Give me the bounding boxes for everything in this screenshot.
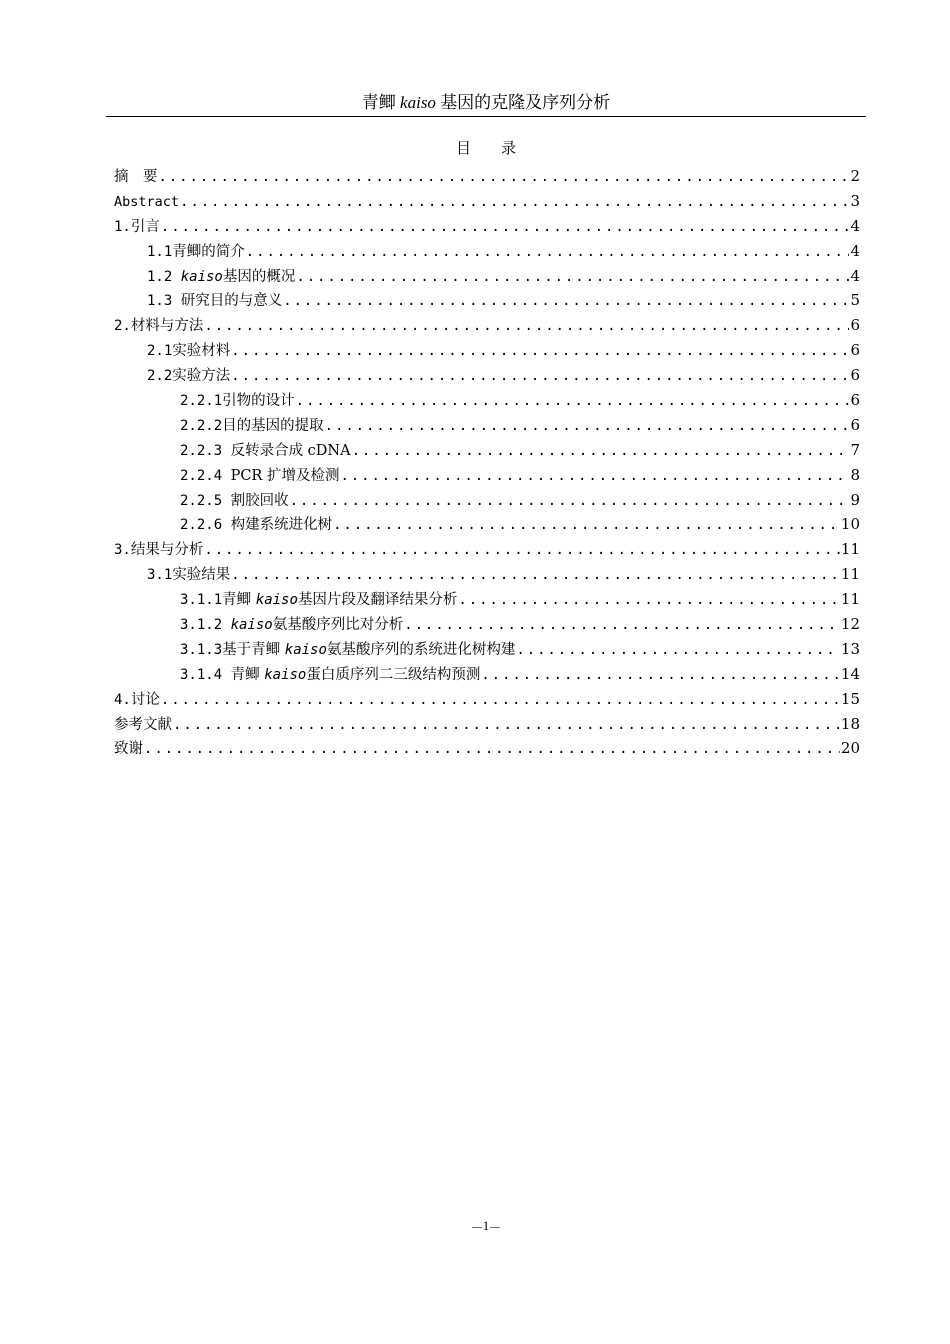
toc-dot-leader [296,389,850,413]
toc-entry-text-suffix: 基因片段及翻译结果分析 [297,592,458,609]
toc-entry-number: 2.2 [147,368,173,385]
toc-entry[interactable] [114,562,860,587]
toc-dot-leader [204,314,849,338]
toc-entry-number: 1.1 [147,243,173,260]
toc-entry-text-suffix: 氨基酸序列比对分析 [272,617,404,634]
toc-dot-leader [231,339,849,363]
toc-entry-label [114,165,158,189]
toc-entry[interactable] [114,637,860,662]
toc-entry-label [114,314,203,338]
toc-dot-leader [231,364,849,388]
toc-entry-number: 2.2.4 [180,467,231,484]
header-title-gene: kaiso [400,93,436,112]
toc-entry[interactable] [114,338,860,363]
toc-entry-number: 1.2 [147,268,181,285]
toc-entry-page-number: 11 [840,540,860,559]
toc-entry[interactable] [114,288,860,313]
toc-entry-gene-name: kaiso [255,592,298,609]
toc-entry-text: 反转录合成 cDNA [230,442,351,459]
toc-entry[interactable] [114,413,860,438]
toc-entry-page-number: 9 [850,490,860,509]
toc-dot-leader [404,613,840,637]
toc-entry[interactable] [114,662,860,687]
toc-entry[interactable] [114,736,860,761]
toc-entry-page-number: 6 [850,415,860,434]
toc-entry[interactable] [114,712,860,737]
toc-entry-text: 青鲫的简介 [172,243,245,260]
toc-entry[interactable] [114,438,860,463]
toc-entry-label [180,638,515,662]
toc-entry-number: 2.2.5 [180,492,231,509]
toc-entry-label [147,265,295,289]
toc-dot-leader [159,165,850,189]
toc-entry-text: 摘 要 [114,169,158,185]
toc-entry-text: 青鲫 [222,592,256,609]
toc-entry-number: 2.2.6 [180,517,231,534]
toc-dot-leader [161,215,850,239]
toc-entry-page-number: 11 [840,590,860,609]
toc-dot-leader [180,190,849,214]
toc-entry-label [114,688,160,712]
toc-entry[interactable] [114,537,860,562]
toc-entry-text-suffix: 蛋白质序列二三级结构预测 [306,666,481,683]
toc-dot-leader [516,638,839,662]
toc-dot-leader [144,737,840,761]
toc-entry-page-number: 8 [850,465,860,484]
toc-entry-text: 实验结果 [172,567,231,584]
toc-entry-text: 参考文献 [114,716,172,733]
toc-entry-label [147,289,282,313]
toc-entry-text: 结果与分析 [130,542,204,559]
toc-entry-page-number: 11 [840,565,860,584]
toc-entry-label [180,588,457,612]
toc-entry-number: 2.2.3 [180,442,231,459]
toc-entry-text: 割胶回收 [230,492,289,509]
toc-entry-page-number: 4 [850,216,860,235]
toc-entry-page-number: 7 [850,440,860,459]
toc-entry[interactable] [114,388,860,413]
toc-entry-gene-name: kaiso [180,268,223,285]
toc-dot-leader [333,513,840,537]
toc-entry[interactable] [114,164,860,189]
toc-entry[interactable] [114,587,860,612]
toc-dot-leader [246,240,850,264]
toc-entry[interactable] [114,313,860,338]
toc-entry[interactable] [114,214,860,239]
toc-title-right: 录 [501,139,517,157]
toc-entry-label [114,737,143,761]
toc-entry[interactable] [114,239,860,264]
toc-entry[interactable] [114,264,860,289]
toc-entry-label [180,389,295,413]
toc-dot-leader [352,439,850,463]
toc-entry-label [114,538,203,562]
toc-entry-number: 4. [114,691,131,708]
toc-dot-leader [481,663,840,687]
table-of-contents [114,164,860,761]
toc-entry[interactable] [114,512,860,537]
toc-entry-text: 引物的设计 [222,393,295,410]
toc-entry-text-suffix: 基因的概况 [222,268,296,285]
toc-entry-label [180,464,339,488]
toc-dot-leader [204,538,840,562]
toc-entry-page-number: 15 [840,689,860,708]
toc-entry-label [147,339,230,363]
toc-entry-number: 1. [114,218,131,235]
toc-entry-number: 1.3 [147,293,181,310]
toc-entry-text: 实验方法 [172,368,231,385]
toc-entry-page-number: 6 [850,391,860,410]
toc-entry-page-number: 5 [850,291,860,310]
toc-entry[interactable] [114,463,860,488]
toc-entry-number: 2. [114,318,131,335]
toc-dot-leader [458,588,839,612]
toc-title-left: 目 [455,139,471,157]
toc-entry-gene-name: kaiso [284,641,327,658]
toc-entry-text: 引言 [130,218,160,235]
footer-dash-left [472,1227,482,1228]
toc-entry-gene-name: kaiso [264,666,307,683]
toc-entry-text: 青鲫 [230,666,265,683]
toc-entry-number: 3.1 [147,567,173,584]
toc-entry-page-number: 2 [850,167,860,185]
toc-entry-number: 2.2.2 [180,417,223,434]
footer-dash-right [490,1227,500,1228]
toc-dot-leader [325,414,850,438]
toc-entry-page-number: 18 [840,714,860,733]
toc-entry-text: Abstract [114,193,180,210]
header-rule [106,116,866,117]
toc-entry[interactable] [114,612,860,637]
toc-entry-label [114,190,179,214]
toc-entry-text: 目的基因的提取 [222,417,324,434]
toc-entry-label [147,240,245,264]
page-number: 1 [482,1218,490,1233]
toc-title [106,138,866,158]
toc-entry-page-number: 3 [850,191,860,210]
toc-entry-text: 实验材料 [172,343,231,360]
toc-entry-page-number: 6 [850,316,860,335]
toc-entry-text-suffix: 氨基酸序列的系统进化树构建 [326,641,516,658]
toc-entry[interactable] [114,363,860,388]
toc-entry[interactable] [114,189,860,214]
toc-entry-page-number: 14 [840,664,860,683]
toc-dot-leader [231,563,840,587]
toc-entry-text: 构建系统进化树 [230,517,333,534]
toc-entry-number: 3.1.3 [180,641,223,658]
toc-entry-text: 材料与方法 [130,318,204,335]
toc-entry-page-number: 20 [840,739,860,758]
toc-entry-label [114,215,160,239]
toc-entry-label [180,513,332,537]
toc-entry-page-number: 12 [840,615,860,634]
toc-entry-text: 基于青鲫 [222,641,285,658]
toc-entry-text: 讨论 [130,691,160,708]
running-header [106,92,866,114]
toc-entry-gene-name: kaiso [230,617,273,634]
toc-entry-label [180,489,289,513]
toc-entry[interactable] [114,687,860,712]
toc-entry-page-number: 10 [840,515,860,534]
toc-dot-leader [173,713,840,737]
toc-entry-page-number: 4 [850,266,860,285]
toc-entry-number: 2.1 [147,343,173,360]
toc-entry-number: 2.2.1 [180,393,223,410]
header-title-suffix: 基因的克隆及序列分析 [435,93,611,112]
toc-entry-label [180,613,403,637]
toc-entry-number: 3.1.4 [180,666,231,683]
toc-entry-label [180,663,480,687]
toc-dot-leader [283,289,849,313]
toc-entry-number: 3. [114,542,131,559]
toc-entry-page-number: 6 [850,341,860,360]
toc-entry-text: PCR 扩增及检测 [230,467,340,484]
toc-entry-number: 3.1.1 [180,592,223,609]
toc-dot-leader [161,688,840,712]
toc-entry-label [180,414,324,438]
toc-entry-label [114,713,172,737]
toc-entry-page-number: 4 [850,241,860,260]
toc-entry-page-number: 6 [850,366,860,385]
toc-entry-text: 研究目的与意义 [180,293,283,310]
toc-entry-page-number: 13 [840,639,860,658]
toc-entry-label [180,439,351,463]
toc-entry-label [147,563,230,587]
toc-entry-number: 3.1.2 [180,617,231,634]
toc-entry-text: 致谢 [114,741,143,758]
toc-entry-label [147,364,230,388]
page-footer [106,1218,866,1234]
toc-dot-leader [340,464,849,488]
toc-dot-leader [290,489,850,513]
toc-dot-leader [296,265,849,289]
header-title-prefix: 青鲫 [361,93,401,112]
toc-entry[interactable] [114,488,860,513]
